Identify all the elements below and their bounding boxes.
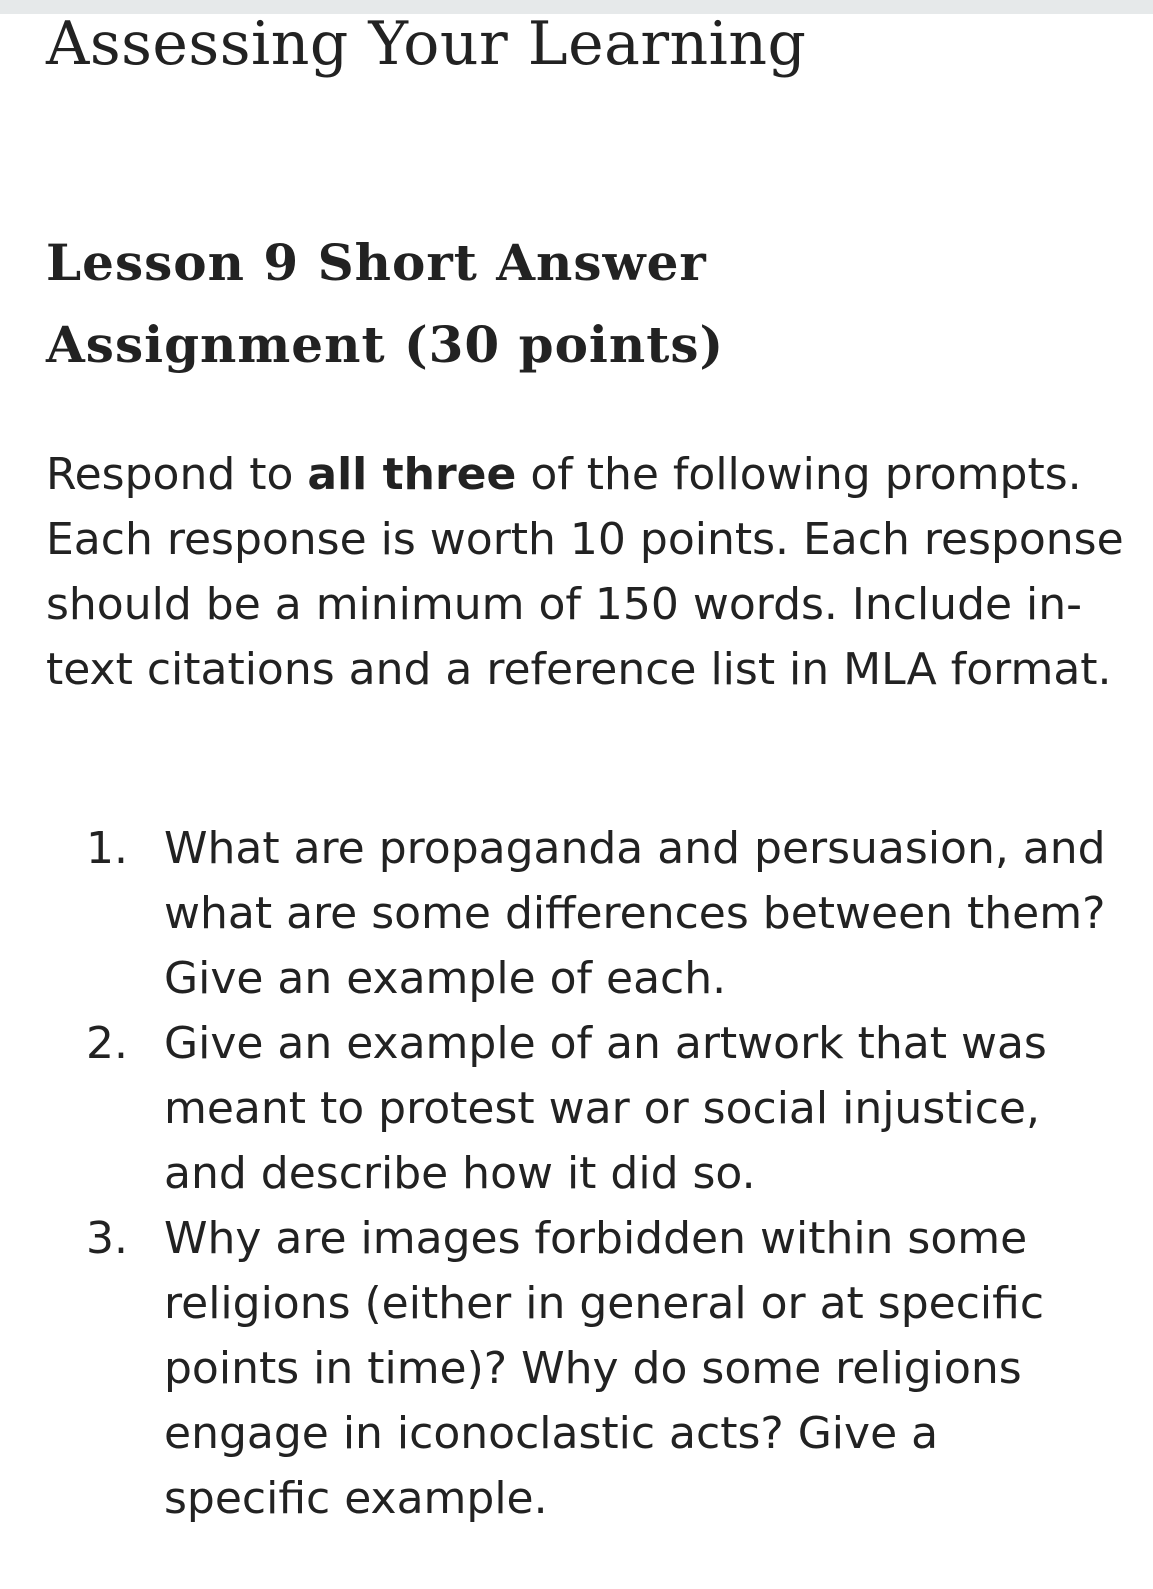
- assignment-instructions: [46, 442, 1126, 702]
- prompt-item: [0, 1011, 1114, 1206]
- prompt-list: [0, 816, 1153, 1531]
- prompt-number: 1.: [86, 823, 128, 874]
- prompt-text: Give an example of an artwork that was meant to protest war or social injustice, and describe how it did so.: [164, 1018, 1047, 1199]
- prompt-text: Why are images forbidden within some religions (either in general or at specific points in time)? Why do some religions engage in iconoclastic acts? Give a specific example.: [164, 1213, 1045, 1524]
- instructions-text-end: of the following prompts. Each response is worth 10 points. Each response should be a minimum of 150 words. Include in-text citations and a reference list in MLA format.: [46, 449, 1124, 695]
- instructions-emphasis: all three: [307, 449, 517, 500]
- page-title: Assessing Your Learning: [46, 9, 807, 79]
- prompt-item: [0, 1206, 1114, 1531]
- prompt-number: 2.: [86, 1018, 128, 1069]
- prompt-item: [0, 816, 1114, 1011]
- instructions-text-start: Respond to: [46, 449, 308, 500]
- prompt-text: What are propaganda and persuasion, and what are some differences between them? Give an example of each.: [164, 823, 1106, 1004]
- assignment-heading: Lesson 9 Short Answer Assignment (30 points): [46, 233, 725, 374]
- prompt-number: 3.: [86, 1213, 128, 1264]
